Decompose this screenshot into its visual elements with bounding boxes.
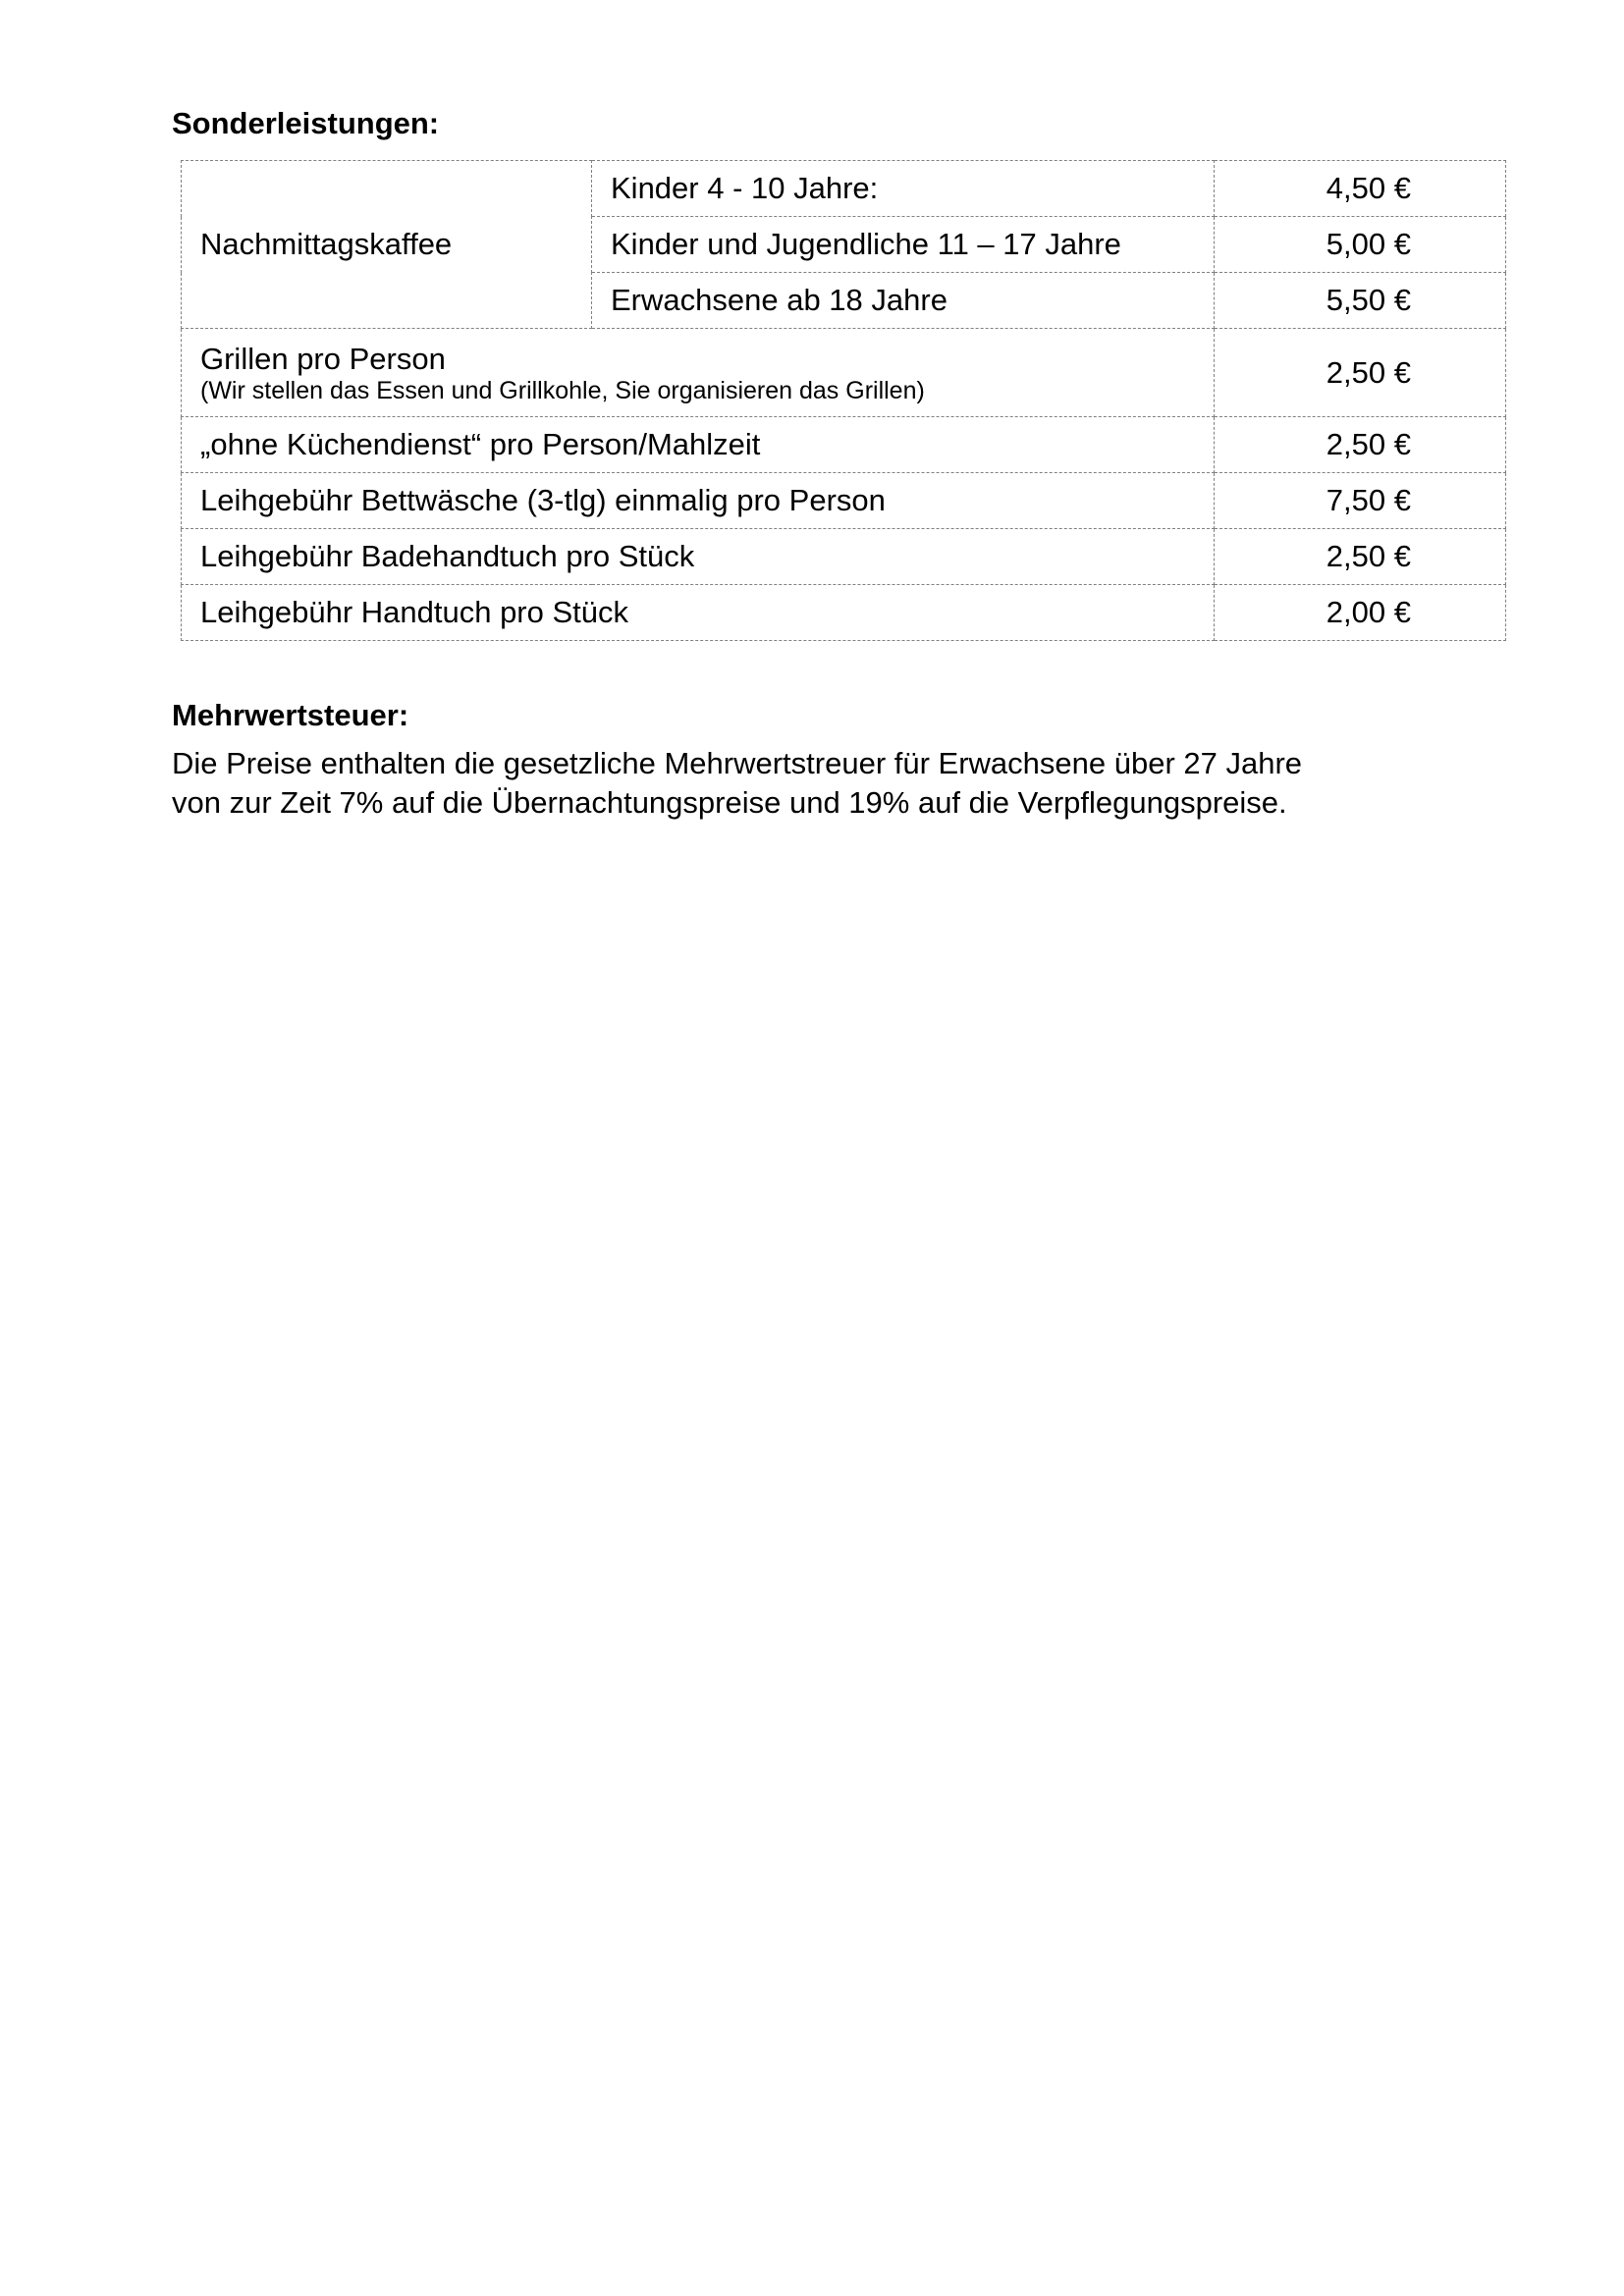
price-table xyxy=(181,160,1506,641)
table-row xyxy=(182,585,1506,641)
age-group-label: Kinder 4 - 10 Jahre: xyxy=(592,161,1215,217)
item-label: Leihgebühr Badehandtuch pro Stück xyxy=(182,529,1215,585)
table-row xyxy=(182,473,1506,529)
item-label: Leihgebühr Bettwäsche (3-tlg) einmalig pro Person xyxy=(182,473,1215,529)
age-group-label: Erwachsene ab 18 Jahre xyxy=(592,273,1215,329)
age-group-label: Kinder und Jugendliche 11 – 17 Jahre xyxy=(592,217,1215,273)
price-cell: 7,50 € xyxy=(1215,473,1506,529)
price-cell: 5,50 € xyxy=(1215,273,1506,329)
grillen-note: (Wir stellen das Essen und Grillkohle, Sie organisieren das Grillen) xyxy=(200,376,925,404)
mehrwertsteuer-paragraph xyxy=(172,744,1302,823)
table-row xyxy=(182,529,1506,585)
section-heading-sonderleistungen: Sonderleistungen: xyxy=(172,106,440,140)
price-cell: 2,50 € xyxy=(1215,329,1506,417)
table-row xyxy=(182,417,1506,473)
price-cell: 4,50 € xyxy=(1215,161,1506,217)
price-cell: 2,00 € xyxy=(1215,585,1506,641)
price-cell: 2,50 € xyxy=(1215,417,1506,473)
section-heading-mehrwertsteuer: Mehrwertsteuer: xyxy=(172,698,409,732)
paragraph-line: von zur Zeit 7% auf die Übernachtungspreise und 19% auf die Verpflegungspreise. xyxy=(172,785,1287,820)
item-label: Leihgebühr Handtuch pro Stück xyxy=(182,585,1215,641)
nachmittagskaffee-label: Nachmittagskaffee xyxy=(182,161,592,329)
item-label: „ohne Küchendienst“ pro Person/Mahlzeit xyxy=(182,417,1215,473)
grillen-label: Grillen pro Person xyxy=(200,341,446,376)
price-cell: 2,50 € xyxy=(1215,529,1506,585)
price-cell: 5,00 € xyxy=(1215,217,1506,273)
table-row xyxy=(182,329,1506,417)
table-row xyxy=(182,161,1506,217)
grillen-cell xyxy=(182,329,1215,417)
paragraph-line: Die Preise enthalten die gesetzliche Mehrwertstreuer für Erwachsene über 27 Jahre xyxy=(172,746,1303,780)
